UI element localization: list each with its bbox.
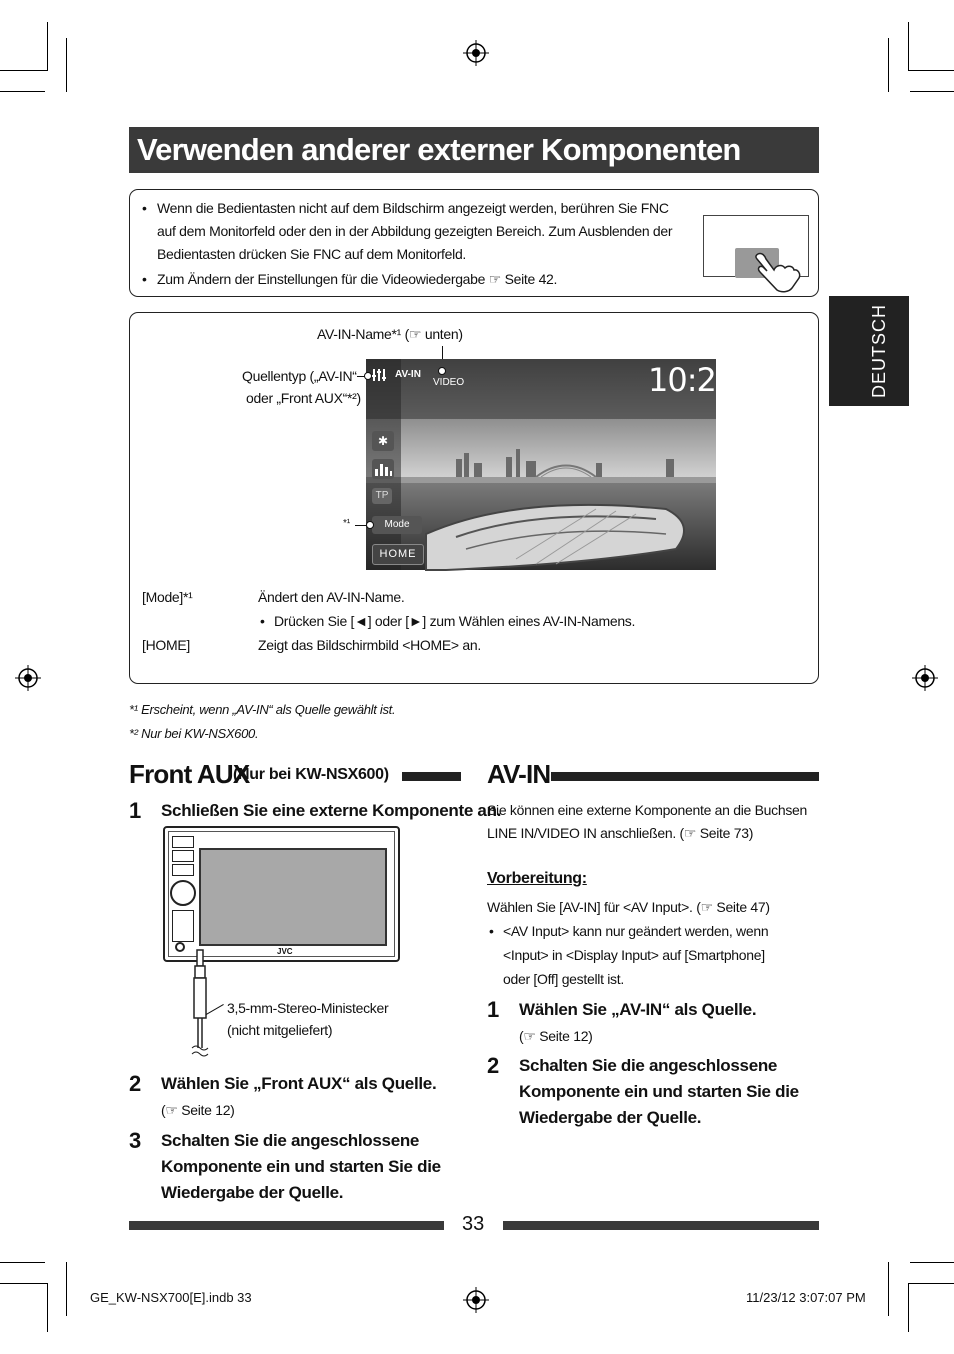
- aux-jack: [175, 942, 185, 952]
- table-key-mode: [Mode]*¹: [142, 589, 193, 605]
- screen-av-in-name: VIDEO: [433, 377, 465, 388]
- footer-rule: [503, 1221, 819, 1230]
- bluetooth-icon[interactable]: ✱: [372, 431, 394, 451]
- crop-mark: [908, 22, 909, 70]
- table-sub-mode: Drücken Sie [◄] oder [►] zum Wählen eines AV-IN-Namens.: [274, 613, 636, 629]
- crop-mark: [888, 38, 889, 92]
- av-in-step1-ref: (☞ Seite 12): [519, 1028, 593, 1044]
- heading-rule: [402, 772, 461, 781]
- device-slot: [172, 910, 194, 942]
- av-in-intro-l1: Sie können eine externe Komponente an die Buchsen: [487, 802, 807, 818]
- page-title: Verwenden anderer externer Komponenten: [137, 132, 741, 167]
- step-number: 3: [129, 1128, 142, 1153]
- bullet-dot: •: [489, 923, 494, 939]
- device-button: [172, 850, 194, 862]
- front-aux-heading: Front AUX: [129, 759, 250, 789]
- front-aux-step3-l3: Wiedergabe der Quelle.: [161, 1183, 344, 1202]
- device-screen: [199, 848, 387, 946]
- crop-mark: [888, 1262, 889, 1316]
- table-key-home: [HOME]: [142, 637, 190, 653]
- finger-touch-icon: [752, 250, 802, 294]
- crop-mark: [908, 1283, 954, 1284]
- home-button[interactable]: HOME: [372, 544, 424, 565]
- crop-mark: [66, 1262, 67, 1316]
- step-number: 1: [487, 997, 500, 1022]
- monitor-screen: [366, 359, 736, 570]
- tp-button[interactable]: TP: [372, 488, 392, 504]
- crop-mark: [0, 70, 48, 71]
- av-in-step2-l3: Wiedergabe der Quelle.: [519, 1108, 702, 1127]
- front-aux-step3-l1: Schalten Sie die angeschlossene: [161, 1131, 420, 1150]
- prep-bullet-l1: <AV Input> kann nur geändert werden, wenn: [503, 923, 769, 939]
- screen-source-label: AV-IN: [395, 369, 421, 380]
- footer-rule: [129, 1221, 444, 1230]
- screen-clock: 10:28: [648, 361, 736, 399]
- av-in-step2-l1: Schalten Sie die angeschlossene: [519, 1056, 778, 1075]
- spectrum-icon[interactable]: [372, 459, 394, 479]
- device-brand: JVC: [277, 947, 293, 956]
- device-button: [172, 836, 194, 848]
- bullet-dot: •: [142, 200, 147, 216]
- device-button: [172, 864, 194, 876]
- footnote-2: *² Nur bei KW-NSX600.: [129, 726, 259, 741]
- prep-heading: Vorbereitung:: [487, 870, 587, 887]
- intro-bullet1-line1: Wenn die Bedientasten nicht auf dem Bildschirm angezeigt werden, berühren Sie FNC: [157, 200, 669, 216]
- mode-button[interactable]: Mode: [372, 516, 422, 534]
- touch-illustration: [703, 215, 809, 277]
- label-source-type-l2: oder „Front AUX“*²): [246, 390, 361, 406]
- crop-mark: [0, 91, 45, 92]
- callout-dot: [366, 521, 374, 529]
- callout-dot: [364, 372, 372, 380]
- crop-mark: [66, 38, 67, 92]
- registration-mark-icon: [463, 40, 489, 66]
- language-tab-label: DEUTSCH: [868, 304, 889, 399]
- registration-mark-icon: [463, 1287, 489, 1313]
- crop-mark: [47, 22, 48, 70]
- page-number: 33: [462, 1213, 485, 1235]
- label-av-in-name: AV-IN-Name*¹ (☞ unten): [317, 326, 463, 342]
- registration-mark-icon: [912, 665, 938, 691]
- prep-bullet-l2: <Input> in <Display Input> auf [Smartphone]: [503, 947, 765, 963]
- title-bar: [129, 127, 819, 173]
- label-mode-ref: *¹: [343, 518, 351, 529]
- registration-mark-icon: [15, 665, 41, 691]
- front-aux-subheading: (Nur bei KW-NSX600): [233, 766, 389, 783]
- print-date-info: 11/23/12 3:07:07 PM: [746, 1290, 866, 1305]
- crop-mark: [0, 1283, 48, 1284]
- front-aux-step2-ref: (☞ Seite 12): [161, 1102, 235, 1118]
- bullet-dot: •: [260, 613, 265, 629]
- label-source-type-l1: Quellentyp („AV-IN“: [242, 368, 357, 384]
- av-in-step1: Wählen Sie „AV-IN“ als Quelle.: [519, 1000, 757, 1019]
- prep-line1: Wählen Sie [AV-IN] für <AV Input>. (☞ Seite 47): [487, 899, 770, 915]
- device-knob: [170, 880, 196, 906]
- plug-label-l1: 3,5-mm-Stereo-Ministecker: [227, 1000, 389, 1016]
- av-in-intro-l2: LINE IN/VIDEO IN anschließen. (☞ Seite 73): [487, 825, 754, 841]
- step-number: 2: [487, 1053, 500, 1078]
- av-in-step2-l2: Komponente ein und starten Sie die: [519, 1082, 799, 1101]
- device-illustration: [163, 826, 400, 962]
- footnote-1: *¹ Erscheint, wenn „AV-IN“ als Quelle gewählt ist.: [129, 702, 396, 717]
- crop-mark: [910, 1262, 954, 1263]
- front-aux-step2: Wählen Sie „Front AUX“ als Quelle.: [161, 1074, 437, 1093]
- plug-label-l2: (nicht mitgeliefert): [227, 1022, 333, 1038]
- equalizer-icon: [372, 367, 392, 383]
- crop-mark: [908, 1284, 909, 1332]
- language-tab: [829, 296, 909, 406]
- intro-bullet2: Zum Ändern der Einstellungen für die Videowiedergabe ☞ Seite 42.: [157, 271, 558, 287]
- crop-mark: [0, 1262, 45, 1263]
- table-val-home: Zeigt das Bildschirmbild <HOME> an.: [258, 637, 481, 653]
- bullet-dot: •: [142, 271, 147, 287]
- stereo-plug-icon: [188, 950, 212, 1060]
- front-aux-step3-l2: Komponente ein und starten Sie die: [161, 1157, 441, 1176]
- crop-mark: [910, 91, 954, 92]
- print-file-info: GE_KW-NSX700[E].indb 33: [90, 1290, 252, 1305]
- intro-bullet1-line3: Bedientasten drücken Sie FNC auf dem Monitorfeld.: [157, 246, 467, 262]
- callout-dot: [438, 367, 446, 375]
- prep-bullet-l3: oder [Off] gestellt ist.: [503, 971, 624, 987]
- crop-mark: [908, 70, 954, 71]
- front-aux-step1: Schließen Sie eine externe Komponente an.: [161, 801, 502, 820]
- table-val-mode: Ändert den AV-IN-Name.: [258, 589, 405, 605]
- intro-bullet1-line2: auf dem Monitorfeld oder den in der Abbildung gezeigten Bereich. Zum Ausblenden der: [157, 223, 673, 239]
- heading-rule: [551, 772, 819, 781]
- crop-mark: [47, 1284, 48, 1332]
- step-number: 1: [129, 798, 142, 823]
- step-number: 2: [129, 1071, 142, 1096]
- av-in-heading: AV-IN: [487, 759, 551, 789]
